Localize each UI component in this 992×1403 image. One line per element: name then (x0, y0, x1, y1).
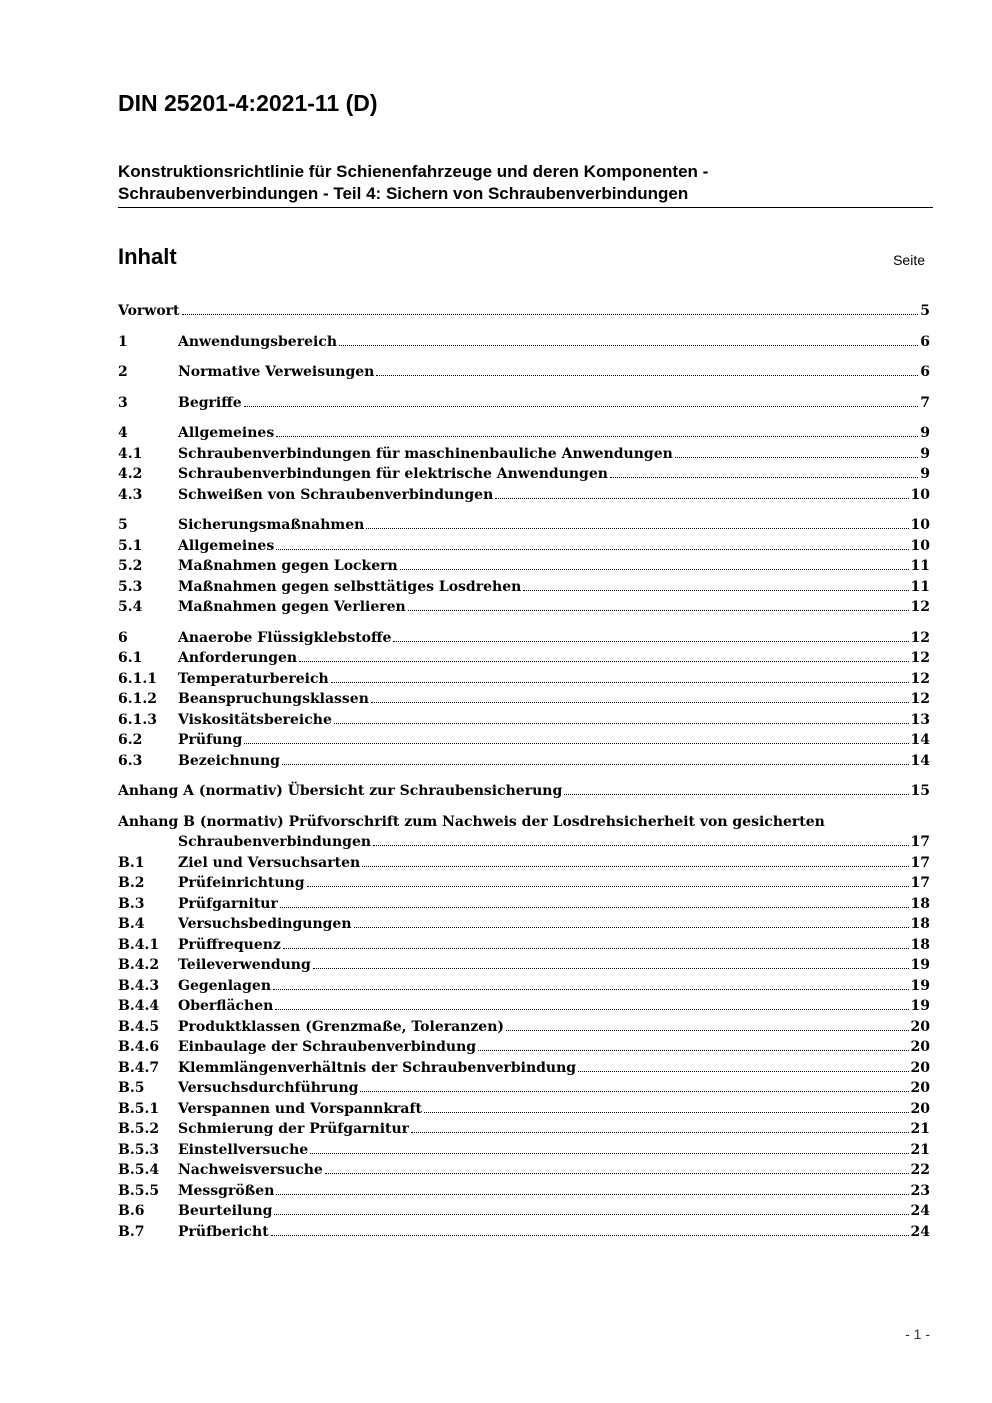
toc-entry[interactable] (118, 730, 930, 751)
toc-entry-page: 19 (910, 998, 930, 1014)
toc-dot-leader (299, 660, 908, 662)
toc-entry-page: 9 (920, 466, 930, 482)
toc-entry-page: 17 (910, 854, 930, 871)
toc-entry[interactable] (118, 751, 930, 772)
document-title: DIN 25201-4:2021-11 (D) (118, 90, 378, 116)
toc-entry-number: B.4.7 (118, 1059, 160, 1076)
toc-dot-leader (408, 609, 909, 611)
toc-entry-number: 6 (118, 629, 128, 646)
toc-entry-title: Schweißen von Schraubenverbindungen (178, 485, 493, 506)
toc-entry[interactable] (118, 648, 930, 669)
toc-entry-number: 6.1 (118, 650, 143, 666)
toc-entry-page: 20 (910, 1039, 930, 1055)
toc-entry[interactable] (118, 1181, 930, 1202)
toc-entry-title: Sicherungsmaßnahmen (178, 515, 364, 536)
toc-entry-title: Beanspruchungsklassen (178, 689, 369, 710)
toc-dot-leader (334, 722, 909, 724)
toc-entry-page: 17 (910, 875, 930, 891)
toc-entry-number: B.1 (118, 854, 145, 871)
toc-dot-leader (244, 405, 919, 407)
toc-entry-title: Versuchsdurchführung (178, 1078, 358, 1099)
toc-entry-number: B.2 (118, 875, 145, 891)
toc-entry-title: Normative Verweisungen (178, 362, 374, 383)
toc-entry-number: B.5 (118, 1080, 145, 1096)
subtitle-line-1: Konstruktionsrichtlinie für Schienenfahrzeuge und deren Komponenten - (118, 162, 709, 181)
toc-entry-title: Schraubenverbindungen für maschinenbauliche Anwendungen (178, 444, 673, 465)
toc-entry-title: Nachweisversuche (178, 1160, 323, 1181)
toc-entry-page: 12 (910, 599, 930, 615)
toc-entry-title: Viskositätsbereiche (178, 710, 332, 731)
toc-entry-page: 12 (910, 650, 930, 666)
toc-entry[interactable] (118, 577, 930, 598)
toc-entry-page: 9 (920, 425, 930, 441)
toc-dot-leader (411, 1131, 908, 1133)
toc-entry-page: 10 (910, 486, 930, 503)
subtitle-line-2: Schraubenverbindungen - Teil 4: Sichern von Schraubenverbindungen (118, 184, 689, 203)
toc-dot-leader (275, 1008, 908, 1010)
toc-entry[interactable] (118, 556, 930, 577)
toc-entry[interactable] (118, 393, 930, 414)
toc-entry[interactable] (118, 332, 930, 353)
toc-entry[interactable] (118, 1160, 930, 1181)
toc-entry-page: 24 (910, 1223, 930, 1240)
toc-dot-leader (371, 701, 909, 703)
toc-entry-title: Maßnahmen gegen selbsttätiges Losdrehen (178, 577, 521, 598)
toc-dot-leader (400, 568, 909, 570)
toc-heading: Inhalt (118, 244, 177, 269)
toc-entry-number: B.5.2 (118, 1121, 160, 1137)
toc-dot-leader (283, 947, 909, 949)
page-column-label: Seite (893, 252, 925, 268)
toc-dot-leader (273, 988, 909, 990)
toc-entry[interactable] (118, 689, 930, 710)
toc-entry[interactable] (118, 362, 930, 383)
toc-entry-title: Anwendungsbereich (178, 332, 337, 353)
toc-dot-leader (339, 344, 918, 346)
toc-entry-number: B.4.5 (118, 1018, 160, 1035)
toc-entry[interactable] (118, 597, 930, 618)
toc-entry-page: 14 (910, 752, 930, 769)
toc-entry[interactable] (118, 669, 930, 690)
toc-entry[interactable] (118, 996, 930, 1017)
toc-entry-page: 13 (910, 711, 930, 728)
toc-dot-leader (280, 906, 909, 908)
toc-entry[interactable] (118, 628, 930, 649)
toc-entry-number: 5.2 (118, 558, 143, 574)
toc-entry-number: B.5.3 (118, 1141, 160, 1158)
toc-dot-leader (182, 313, 919, 315)
toc-entry-number: 6.1.1 (118, 670, 157, 687)
toc-dot-leader (331, 681, 909, 683)
toc-entry-page: 12 (910, 691, 930, 707)
toc-entry-title: Messgrößen (178, 1181, 274, 1202)
toc-entry-title: Versuchsbedingungen (178, 914, 352, 935)
toc-entry-number: 6.1.2 (118, 691, 157, 707)
toc-entry-number: 3 (118, 394, 128, 411)
toc-entry-title: Anhang A (normativ) Übersicht zur Schraubensicherung (118, 781, 562, 802)
toc-dot-leader (373, 844, 908, 846)
toc-entry[interactable] (118, 914, 930, 935)
toc-entry-page: 5 (920, 303, 930, 319)
toc-dot-leader (310, 1152, 908, 1154)
toc-entry-number: 5 (118, 517, 128, 533)
toc-entry-title: Anaerobe Flüssigklebstoffe (178, 628, 391, 649)
toc-entry-title: Anforderungen (178, 648, 297, 669)
toc-entry-page: 18 (910, 936, 930, 953)
toc-entry-title: Einbaulage der Schraubenverbindung (178, 1037, 476, 1058)
toc-entry[interactable] (118, 444, 930, 465)
toc-entry-page: 9 (920, 445, 930, 462)
toc-entry-number: B.4 (118, 916, 145, 932)
toc-entry-page: 19 (910, 977, 930, 994)
toc-entry-number: B.5.5 (118, 1182, 160, 1199)
toc-entry[interactable] (118, 853, 930, 874)
toc-entry-number: B.4.2 (118, 957, 160, 973)
toc-dot-leader (366, 527, 908, 529)
toc-entry-number: 6.2 (118, 732, 143, 748)
toc-entry[interactable] (118, 812, 930, 833)
toc-entry-page: 22 (910, 1162, 930, 1178)
toc-entry-title: Teileverwendung (178, 955, 311, 976)
toc-entry[interactable] (118, 301, 930, 322)
toc-entry-number: B.3 (118, 895, 145, 912)
toc-entry-page: 11 (910, 578, 930, 595)
toc-entry-title: Gegenlagen (178, 976, 271, 997)
toc-entry-number: 4.3 (118, 486, 143, 503)
toc-entry-number: 4 (118, 425, 128, 441)
toc-entry-number: 6.1.3 (118, 711, 157, 728)
toc-entry-page: 11 (910, 558, 930, 574)
toc-dot-leader (424, 1111, 909, 1113)
toc-entry[interactable] (118, 1058, 930, 1079)
toc-entry-number: B.5.1 (118, 1100, 160, 1117)
toc-dot-leader (244, 742, 908, 744)
toc-entry[interactable] (118, 894, 930, 915)
toc-dot-leader (478, 1049, 908, 1051)
toc-dot-leader (307, 885, 909, 887)
toc-entry-page: 20 (910, 1059, 930, 1076)
toc-entry-page: 12 (910, 629, 930, 646)
toc-entry-page: 18 (910, 895, 930, 912)
toc-entry-number: 4.1 (118, 445, 143, 462)
toc-dot-leader (376, 374, 918, 376)
toc-entry-number: B.4.4 (118, 998, 160, 1014)
toc-entry[interactable] (118, 935, 930, 956)
document-subtitle (118, 161, 933, 208)
toc-dot-leader (578, 1070, 908, 1072)
toc-entry-page: 23 (910, 1182, 930, 1199)
toc-entry[interactable] (118, 781, 930, 802)
toc-entry-title: Bezeichnung (178, 751, 280, 772)
toc-entry-page: 21 (910, 1121, 930, 1137)
toc-entry-page: 10 (910, 517, 930, 533)
toc-entry-page: 6 (920, 364, 930, 380)
toc-entry-page: 18 (910, 916, 930, 932)
toc-dot-leader (360, 1090, 908, 1092)
toc-entry[interactable] (118, 873, 930, 894)
toc-entry-title: Prüffrequenz (178, 935, 281, 956)
toc-dot-leader (271, 1234, 909, 1236)
toc-dot-leader (523, 589, 908, 591)
toc-entry-title: Anhang B (normativ) Prüfvorschrift zum Nachweis der Losdrehsicherheit von gesicherten (118, 812, 825, 833)
toc-dot-leader (610, 476, 918, 478)
toc-dot-leader (274, 1213, 908, 1215)
toc-entry-page: 6 (920, 333, 930, 350)
toc-entry-page: 10 (910, 537, 930, 554)
toc-entry-number: B.7 (118, 1223, 145, 1240)
toc-entry-number: 5.3 (118, 578, 143, 595)
toc-entry[interactable] (118, 515, 930, 536)
toc-entry-title: Schraubenverbindungen für elektrische Anwendungen (178, 464, 608, 485)
toc-entry-page: 17 (910, 834, 930, 850)
toc-entry-number: B.4.6 (118, 1039, 160, 1055)
toc-entry-page: 24 (910, 1203, 930, 1219)
toc-entry-title: Einstellversuche (178, 1140, 308, 1161)
toc-dot-leader (362, 865, 908, 867)
toc-entry-title: Temperaturbereich (178, 669, 329, 690)
toc-entry-number: B.5.4 (118, 1162, 160, 1178)
toc-entry-number: 5.1 (118, 537, 143, 554)
toc-entry[interactable] (118, 1078, 930, 1099)
toc-entry[interactable] (118, 976, 930, 997)
toc-dot-leader (675, 456, 918, 458)
toc-entry-page: 19 (910, 957, 930, 973)
toc-entry[interactable] (118, 485, 930, 506)
toc-entry-page: 21 (910, 1141, 930, 1158)
toc-entry-title: Schmierung der Prüfgarnitur (178, 1119, 409, 1140)
toc-entry-title: Oberflächen (178, 996, 273, 1017)
toc-entry-number: 2 (118, 364, 128, 380)
toc-entry-title: Ziel und Versuchsarten (178, 853, 360, 874)
toc-entry[interactable] (118, 536, 930, 557)
toc-dot-leader (354, 926, 909, 928)
toc-entry-title: Schraubenverbindungen (178, 832, 371, 853)
toc-entry-number: B.4.3 (118, 977, 160, 994)
toc-entry[interactable] (118, 1037, 930, 1058)
toc-entry[interactable] (118, 1099, 930, 1120)
toc-entry-title: Vorwort (118, 301, 180, 322)
toc-entry-title: Prüfeinrichtung (178, 873, 305, 894)
toc-entry[interactable] (118, 832, 930, 853)
toc-entry-page: 20 (910, 1100, 930, 1117)
toc-entry-title: Maßnahmen gegen Verlieren (178, 597, 406, 618)
toc-entry-number: B.6 (118, 1203, 145, 1219)
toc-entry[interactable] (118, 710, 930, 731)
toc-entry-number: B.4.1 (118, 936, 160, 953)
page-number: - 1 - (905, 1326, 930, 1342)
toc-entry-title: Allgemeines (178, 423, 274, 444)
toc-entry-title: Prüfbericht (178, 1222, 269, 1243)
toc-entry-title: Allgemeines (178, 536, 274, 557)
toc-dot-leader (313, 967, 909, 969)
toc-entry-page: 20 (910, 1018, 930, 1035)
toc-dot-leader (393, 640, 908, 642)
toc-entry-title: Verspannen und Vorspannkraft (178, 1099, 422, 1120)
toc-entry-page: 14 (910, 732, 930, 748)
toc-entry-title: Prüfung (178, 730, 242, 751)
toc-entry-page: 7 (920, 394, 930, 411)
toc-entry-page: 20 (910, 1080, 930, 1096)
toc-entry[interactable] (118, 1017, 930, 1038)
toc-dot-leader (276, 435, 918, 437)
toc-entry-number: 6.3 (118, 752, 143, 769)
toc-dot-leader (506, 1029, 908, 1031)
toc-entry[interactable] (118, 955, 930, 976)
toc-entry[interactable] (118, 423, 930, 444)
toc-dot-leader (282, 763, 909, 765)
toc-entry-title: Produktklassen (Grenzmaße, Toleranzen) (178, 1017, 504, 1038)
toc-entry-number: 5.4 (118, 599, 143, 615)
toc-dot-leader (325, 1172, 909, 1174)
toc-entry-page: 15 (910, 783, 930, 799)
toc-dot-leader (276, 1193, 908, 1195)
toc-entry[interactable] (118, 1201, 930, 1222)
table-of-contents (118, 301, 930, 1242)
toc-entry-number: 4.2 (118, 466, 143, 482)
toc-entry-page: 12 (910, 670, 930, 687)
toc-entry[interactable] (118, 1222, 930, 1243)
toc-entry-title: Begriffe (178, 393, 242, 414)
toc-entry[interactable] (118, 1119, 930, 1140)
toc-entry[interactable] (118, 464, 930, 485)
toc-dot-leader (564, 793, 908, 795)
toc-entry-title: Klemmlängenverhältnis der Schraubenverbindung (178, 1058, 576, 1079)
toc-entry-number: 1 (118, 333, 128, 350)
toc-entry[interactable] (118, 1140, 930, 1161)
toc-dot-leader (495, 497, 908, 499)
toc-entry-title: Prüfgarnitur (178, 894, 278, 915)
toc-entry-title: Maßnahmen gegen Lockern (178, 556, 398, 577)
toc-dot-leader (276, 548, 908, 550)
toc-entry-title: Beurteilung (178, 1201, 272, 1222)
